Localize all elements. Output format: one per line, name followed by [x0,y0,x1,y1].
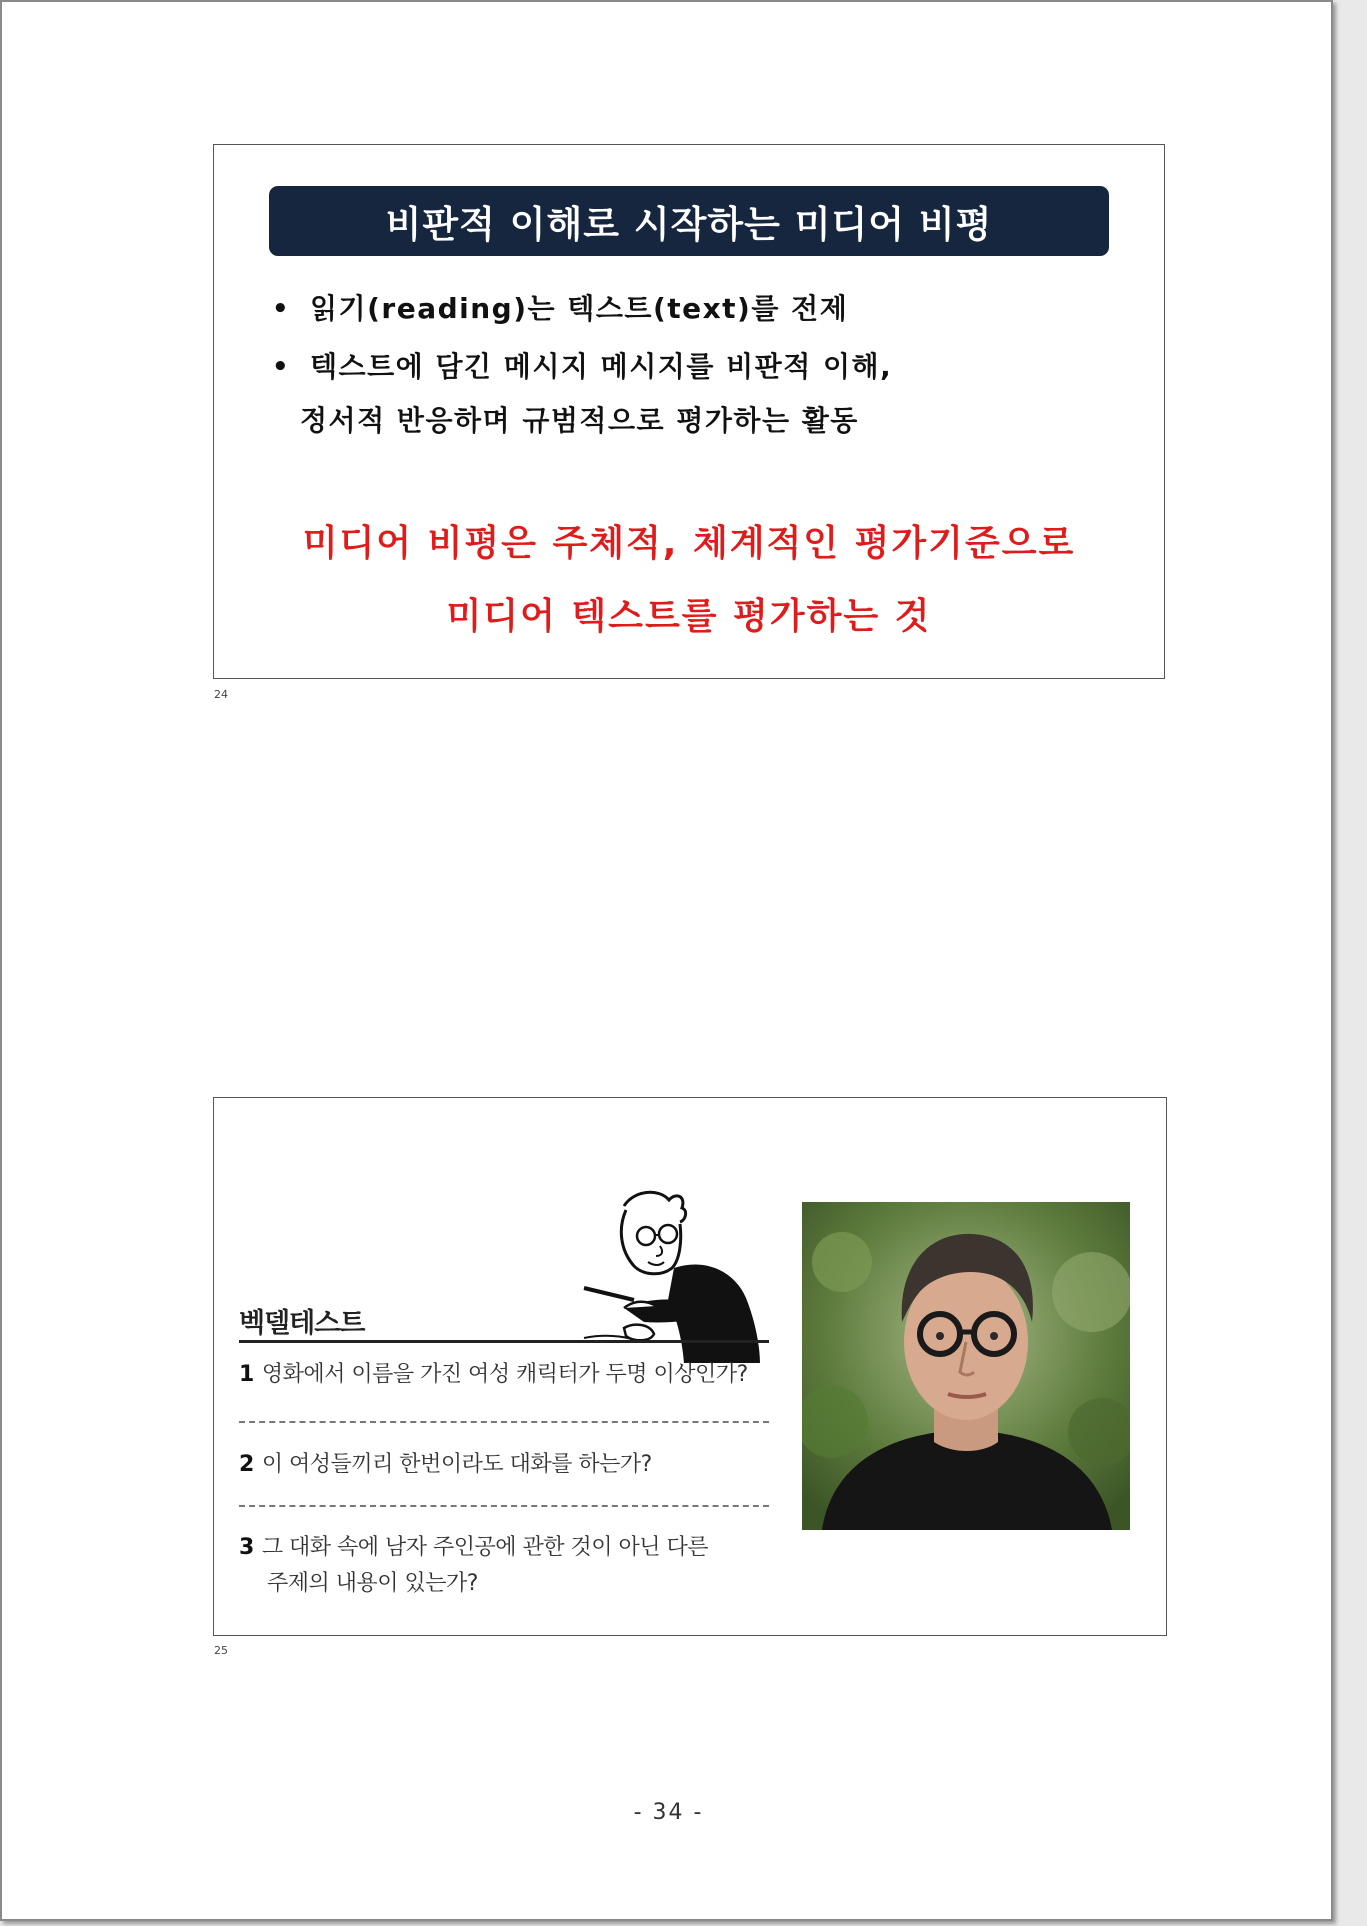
criteria-number: 2 [239,1452,254,1477]
criteria-number: 1 [239,1362,254,1387]
cartoon-person-icon [564,1188,774,1363]
bechdel-heading: 벡델테스트 [239,1308,365,1339]
criteria-continuation: 주제의 내용이 있는가? [267,1571,478,1596]
portrait-image [802,1202,1130,1530]
slide-25 [213,1097,1167,1636]
criteria-text: 그 대화 속에 남자 주인공에 관한 것이 아닌 다른 [261,1535,709,1560]
bullet-text: 텍스트에 담긴 메시지 메시지를 비판적 이해, [310,350,893,383]
slide-24 [213,144,1165,679]
bullet-dot-icon: • [272,294,291,324]
criteria-item [239,1447,769,1483]
dashed-divider [239,1505,769,1507]
bullet-continuation: 정서적 반응하며 규범적으로 평가하는 활동 [300,404,859,437]
criteria-item [239,1530,769,1602]
criteria-text: 이 여성들끼리 한번이라도 대화를 하는가? [261,1452,652,1477]
portrait-photo [802,1202,1130,1530]
emphasis-line-2: 미디어 텍스트를 평가하는 것 [446,596,932,637]
slide-number: 24 [214,688,228,701]
bullet-item [272,338,1132,396]
bechdel-test-panel [239,1188,771,1618]
heading-rule [239,1340,769,1343]
bullet-text: 읽기(reading)는 텍스트(text)를 전제 [310,292,849,325]
bullet-item [272,280,1132,338]
emphasis-line-1: 미디어 비평은 주체적, 체계적인 평가기준으로 [302,523,1076,564]
criteria-item [239,1357,769,1393]
criteria-text: 영화에서 이름을 가진 여성 캐릭터가 두명 이상인가? [261,1362,748,1387]
dashed-divider [239,1421,769,1423]
slide-title: 비판적 이해로 시작하는 미디어 비평 [269,186,1109,256]
criteria-number: 3 [239,1535,254,1560]
bullet-dot-icon: • [272,352,291,382]
page-number: - 34 - [633,1800,704,1825]
slide-number: 25 [214,1644,228,1657]
bullet-list [272,280,1132,446]
